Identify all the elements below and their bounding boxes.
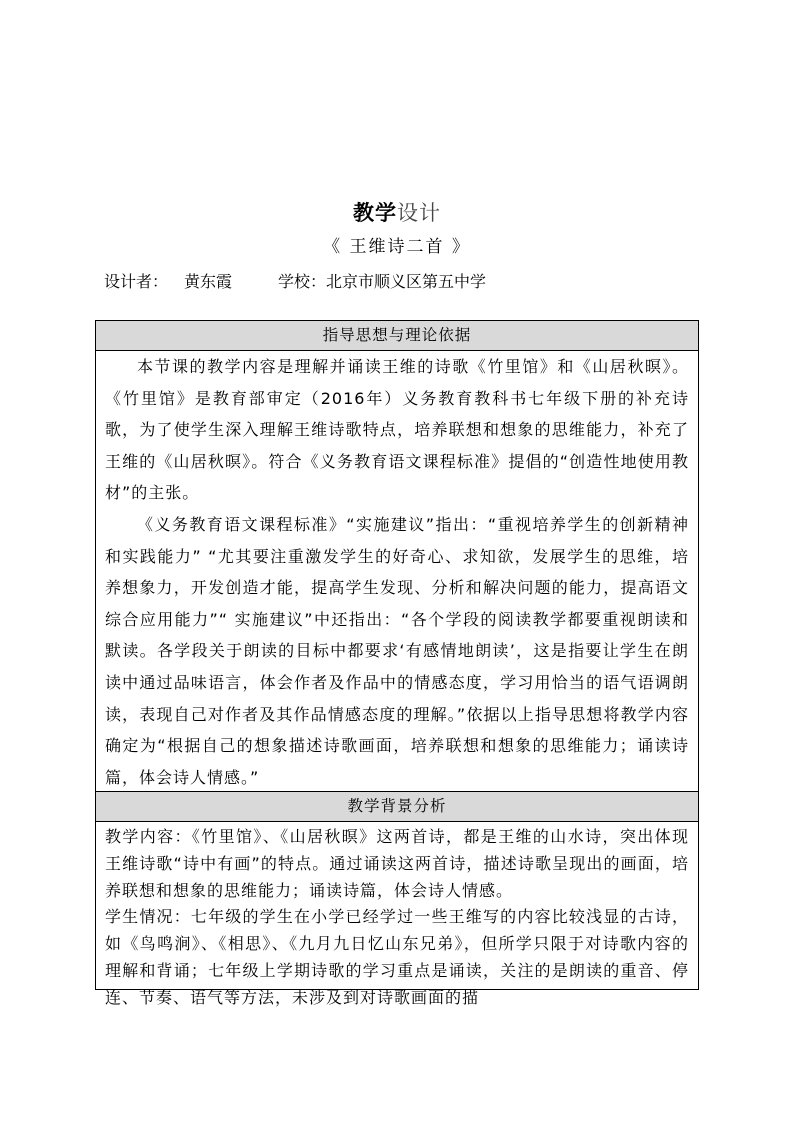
- author-info: [104, 268, 486, 296]
- paragraph: 学生情况：七年级的学生在小学已经学过一些王维写的内容比较浅显的古诗，如《鸟鸣涧》、《相思》、《九月九日忆山东兄弟》，但所学只限于对诗歌内容的理解和背诵；七年级上学期诗歌的学习重点是诵读，关注的是朗读的重音、停连、节奏、语气等方法，未涉及到对诗歌画面的描: [105, 907, 689, 1007]
- school-name: 北京市顺义区第五中学: [326, 272, 487, 291]
- lesson-title: 《 王维诗二首 》: [323, 237, 471, 257]
- section-background-analysis: [96, 792, 698, 1007]
- document-title-rest: 设计: [397, 201, 441, 225]
- paragraph: 本节课的教学内容是理解并诵读王维的诗歌《竹里馆》和《山居秋暝》。《竹里馆》是教育部审定（2016年）义务教育教科书七年级下册的补充诗歌，为了使学生深入理解王维诗歌特点，培养联想和想象的思维能力，补充了王维的《山居秋暝》。符合《义务教育语文课程标准》提倡的“创造性地使用教材”的主张。: [105, 357, 689, 503]
- document-title-bold: 教学: [353, 201, 397, 225]
- section-header: 指导思想与理论依据: [96, 321, 698, 351]
- document-title: [0, 198, 794, 228]
- school-label: 学校：: [278, 272, 327, 291]
- designer-label: 设计者：: [104, 272, 169, 291]
- paragraph: 教学内容：《竹里馆》、《山居秋暝》这两首诗，都是王维的山水诗，突出体现王维诗歌“诗中有画”的特点。通过诵读这两首诗，描述诗歌呈现出的画面，培养联想和想象的思维能力；诵读诗篇，体会诗人情感。: [105, 827, 689, 900]
- designer-name: 黄东霞: [184, 272, 233, 291]
- section-header: 教学背景分析: [96, 792, 698, 822]
- section-body: [96, 351, 698, 792]
- section-guiding-theory: [96, 321, 698, 792]
- paragraph: 《义务教育语文课程标准》“实施建议”指出：“重视培养学生的创新精神和实践能力” “尤其要注重激发学生的好奇心、求知欲，发展学生的思维，培养想象力，开发创造才能，提高学生发现、分析和解决问题的能力，提高语文综合应用能力”“ 实施建议”中还指出：“各个学段的阅读教学都要重视朗读和默读。各学段关于朗读的目标中都要求‘有感情地朗读’，这是指要让学生在朗读中通过品味语言，体会作者及作品中的情感态度，学习用恰当的语气语调朗读，表现自己对作者及其作品情感态度的理解。”依据以上指导思想将教学内容确定为“根据自己的想象描述诗歌画面，培养联想和想象的思维能力；诵读诗篇，体会诗人情感。”: [105, 514, 689, 787]
- section-body: [96, 822, 698, 1007]
- lesson-design-table: [95, 320, 699, 1007]
